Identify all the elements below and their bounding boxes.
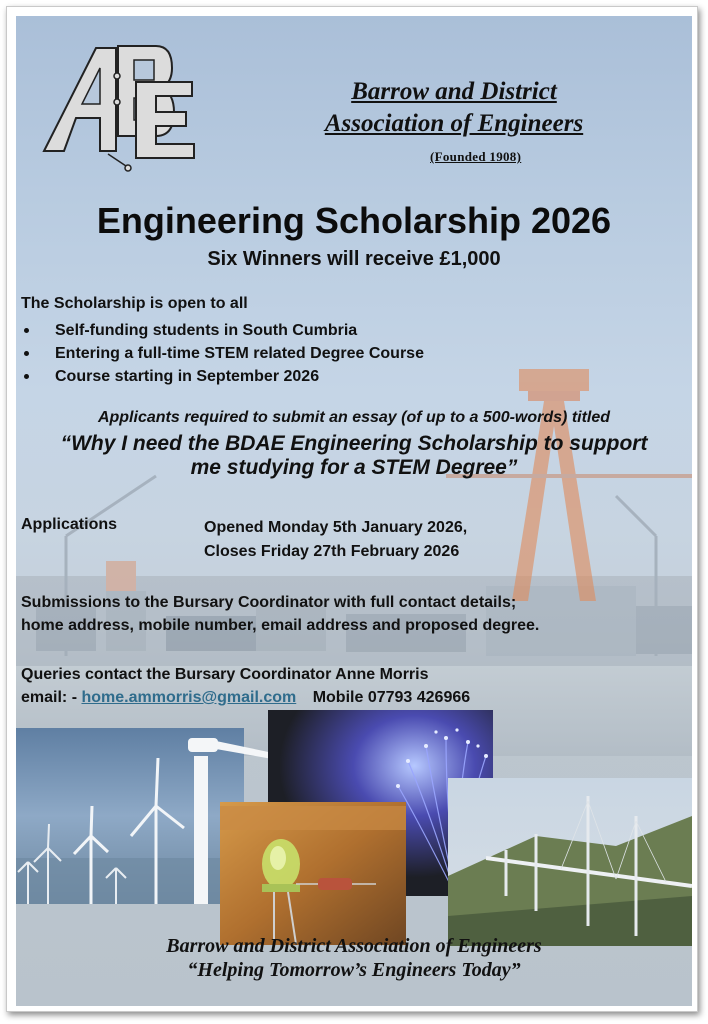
queries-line1: Queries contact the Bursary Coordinator Anne Morris <box>21 666 429 683</box>
bullet-icon <box>24 374 29 379</box>
eligibility-item: Entering a full-time STEM related Degree Course <box>21 342 424 365</box>
scholarship-title: Engineering Scholarship 2026 <box>96 200 612 241</box>
applications-opened: Opened Monday 5th January 2026, <box>204 519 468 536</box>
eligibility-item: Course starting in September 2026 <box>21 365 424 388</box>
organization-name-line2: Association of Engineers <box>324 110 584 137</box>
submissions-line1: Submissions to the Bursary Coordinator with full contact details; <box>21 594 517 611</box>
applications-closes: Closes Friday 27th February 2026 <box>204 543 460 560</box>
footer <box>16 934 692 982</box>
essay-title-line2: me studying for a STEM Degree” <box>190 456 518 479</box>
scholarship-poster <box>16 16 692 1006</box>
applications-label: Applications <box>21 516 118 533</box>
organization-name <box>264 76 644 140</box>
viaduct-bridge-image <box>448 778 692 946</box>
background-scene <box>16 16 692 1006</box>
eligibility-list <box>21 319 424 388</box>
organization-name-line1: Barrow and District <box>351 78 557 105</box>
queries-info <box>21 663 691 709</box>
email-link[interactable]: home.ammorris@gmail.com <box>81 689 297 706</box>
applications-dates <box>204 516 467 564</box>
bullet-icon <box>24 351 29 356</box>
led-component-image <box>220 802 406 945</box>
submissions-info <box>21 591 691 637</box>
bdae-logo <box>44 38 222 188</box>
eligibility-item: Self-funding students in South Cumbria <box>21 319 424 342</box>
contact-line <box>21 686 691 709</box>
submissions-line2: home address, mobile number, email address and proposed degree. <box>21 617 540 634</box>
essay-title <box>16 432 692 480</box>
essay-intro: Applicants required to submit an essay (of up to a 500-words) titled <box>97 409 611 426</box>
footer-tagline: “Helping Tomorrow’s Engineers Today” <box>187 959 521 981</box>
footer-org-name: Barrow and District Association of Engineers <box>166 935 542 957</box>
scholarship-subtitle: Six Winners will receive £1,000 <box>207 248 501 270</box>
mobile-number: Mobile 07793 426966 <box>312 689 471 706</box>
email-label: email: - <box>21 689 78 706</box>
bullet-icon <box>24 328 29 333</box>
essay-title-line1: “Why I need the BDAE Engineering Scholarship to support <box>60 432 648 455</box>
founded-date: (Founded 1908) <box>430 149 522 164</box>
eligibility-intro: The Scholarship is open to all <box>21 295 248 312</box>
